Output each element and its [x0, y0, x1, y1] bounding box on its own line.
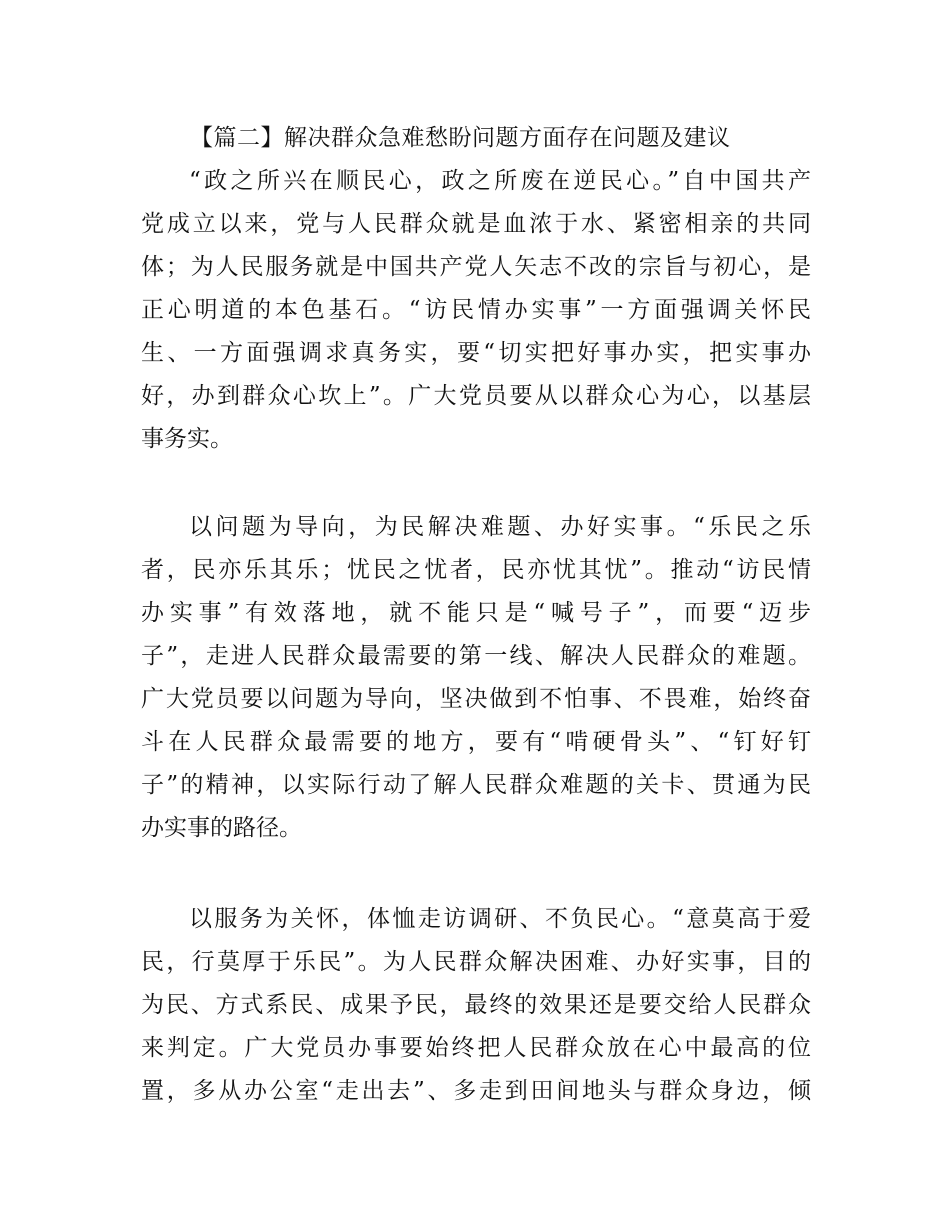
paragraph-line: 党成立以来，党与人民群众就是血浓于水、紧密相亲的共同	[141, 211, 811, 237]
paragraph-line: 好，办到群众心坎上”。广大党员要从以群众心为心，以基层	[141, 383, 811, 409]
paragraph-line: 广大党员要以问题为导向，坚决做到不怕事、不畏难，始终奋	[141, 686, 811, 712]
paragraph-line: 置，多从办公室“走出去”、多走到田间地头与群众身边，倾	[141, 1078, 811, 1104]
paragraph-line: 事务实。	[141, 426, 233, 452]
paragraph-line: 正心明道的本色基石。“访民情办实事”一方面强调关怀民	[141, 297, 811, 323]
paragraph-line: 为民、方式系民、成果予民，最终的效果还是要交给人民群众	[141, 992, 811, 1018]
document-title: 【篇二】解决群众急难愁盼问题方面存在问题及建议	[190, 125, 731, 151]
paragraph-line: 办实事”有效落地，就不能只是“喊号子”，而要“迈步	[141, 600, 811, 626]
paragraph-2	[141, 506, 811, 850]
paragraph-3	[141, 898, 811, 1113]
paragraph-line: 子”，走进人民群众最需要的第一线、解决人民群众的难题。	[141, 643, 811, 669]
paragraph-line: 来判定。广大党员办事要始终把人民群众放在心中最高的位	[141, 1035, 811, 1061]
paragraph-line: 办实事的路径。	[141, 815, 302, 841]
paragraph-line: 民，行莫厚于乐民”。为人民群众解决困难、办好实事，目的	[141, 949, 811, 975]
paragraph-line: 生、一方面强调求真务实，要“切实把好事办实，把实事办	[141, 340, 811, 366]
paragraph-line: 以问题为导向，为民解决难题、办好实事。“乐民之乐	[189, 514, 811, 540]
paragraph-line: 以服务为关怀，体恤走访调研、不负民心。“意莫高于爱	[189, 906, 811, 932]
paragraph-1	[141, 160, 811, 461]
paragraph-line: “政之所兴在顺民心，政之所废在逆民心。”自中国共产	[189, 168, 811, 194]
paragraph-line: 斗在人民群众最需要的地方，要有“啃硬骨头”、“钉好钉	[141, 729, 811, 755]
paragraph-line: 者，民亦乐其乐；忧民之忧者，民亦忧其忧”。推动“访民情	[141, 557, 811, 583]
paragraph-line: 体；为人民服务就是中国共产党人矢志不改的宗旨与初心，是	[141, 254, 811, 280]
paragraph-line: 子”的精神，以实际行动了解人民群众难题的关卡、贯通为民	[141, 772, 811, 798]
